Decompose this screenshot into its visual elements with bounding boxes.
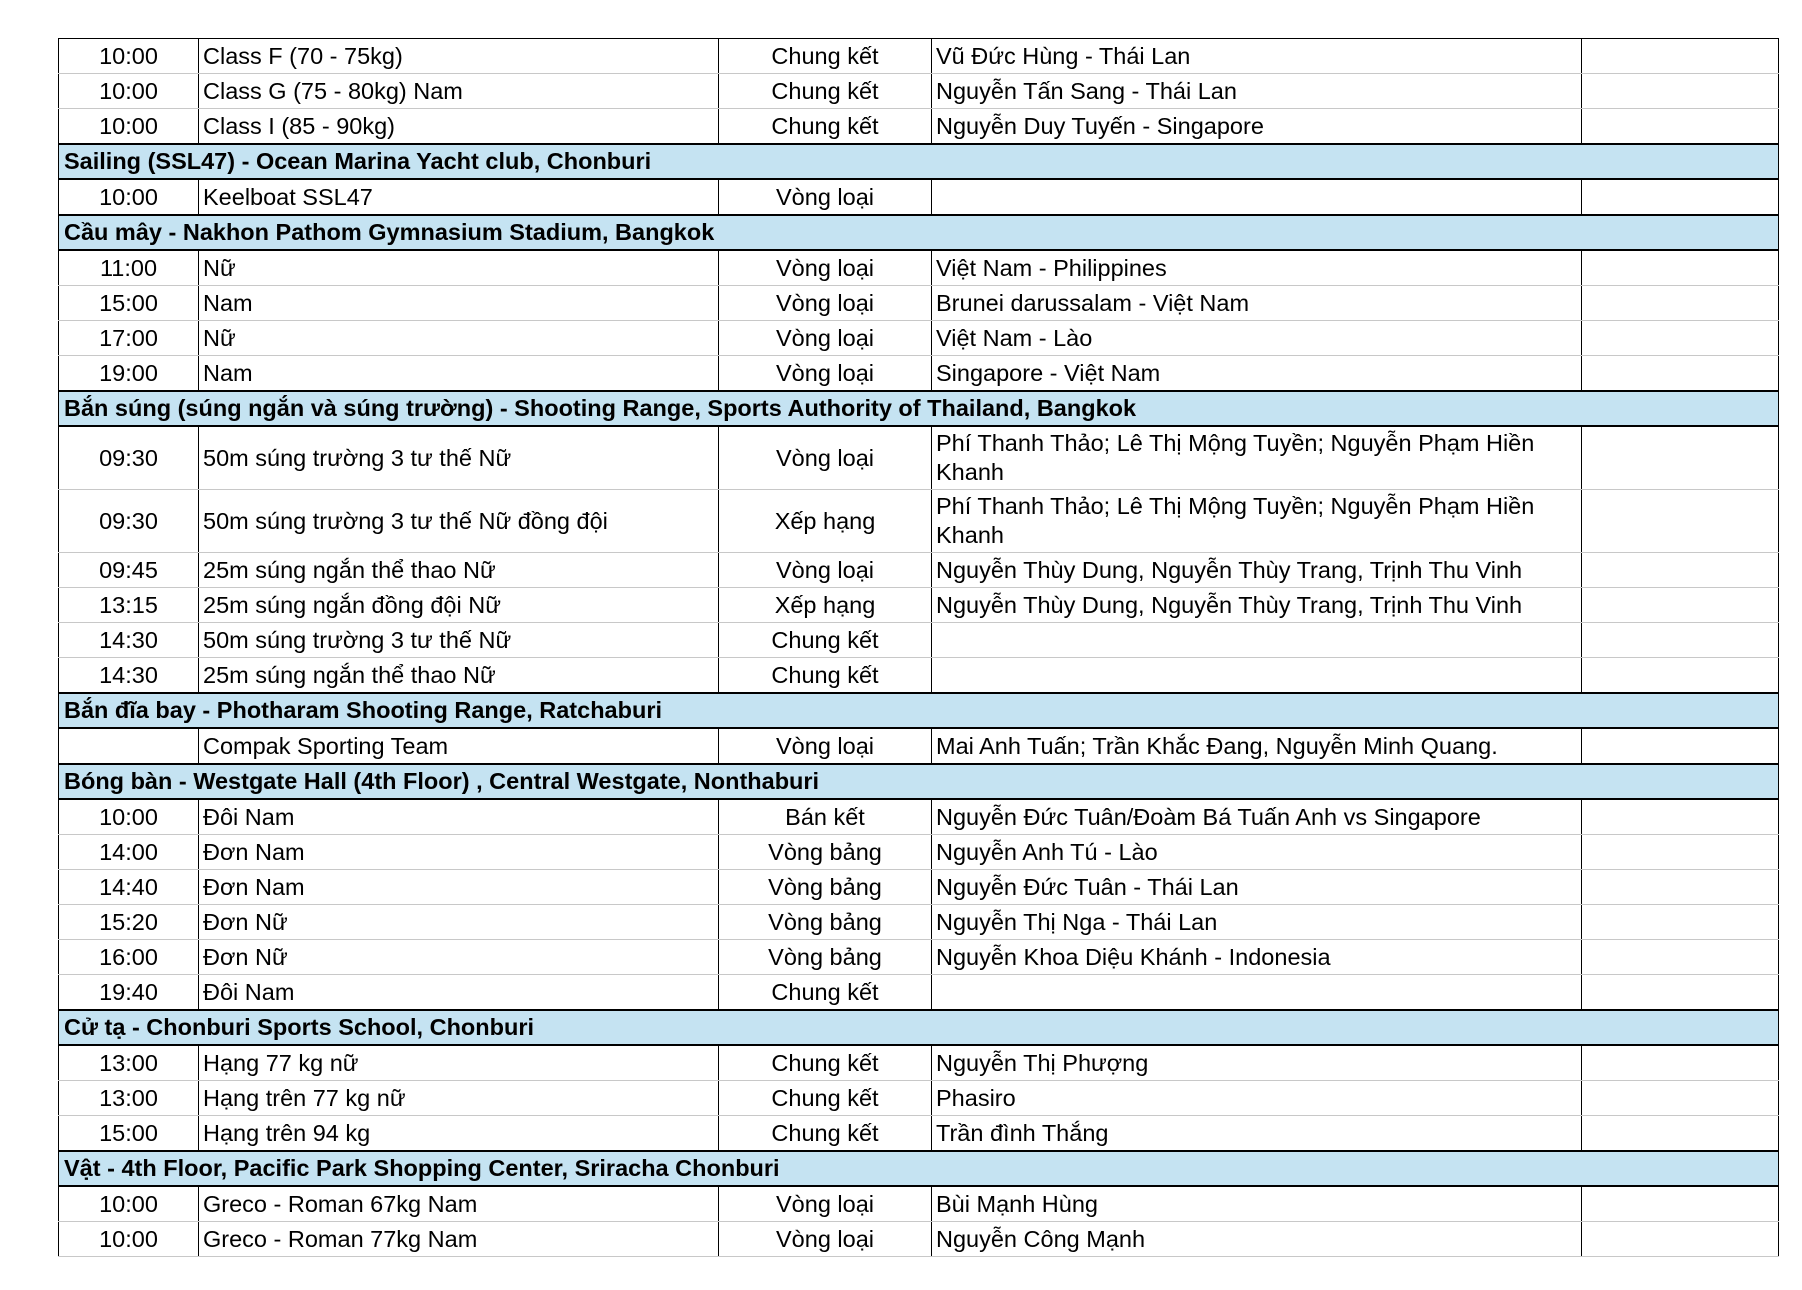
section-header-row: [59, 693, 1779, 728]
round-cell: Vòng loại: [719, 179, 932, 215]
section-title: Sailing (SSL47) - Ocean Marina Yacht club, Chonburi: [59, 144, 1779, 179]
empty-cell: [1582, 356, 1779, 392]
time-cell: 15:00: [59, 1116, 199, 1152]
table-row: [59, 321, 1779, 356]
event-cell: Đôi Nam: [199, 799, 719, 835]
event-cell: Nữ: [199, 321, 719, 356]
schedule-table: [58, 38, 1779, 1257]
empty-cell: [1582, 835, 1779, 870]
round-cell: Vòng loại: [719, 321, 932, 356]
event-cell: 50m súng trường 3 tư thế Nữ đồng đội: [199, 490, 719, 553]
section-title: Bắn đĩa bay - Photharam Shooting Range, Ratchaburi: [59, 693, 1779, 728]
time-cell: 14:30: [59, 623, 199, 658]
table-row: [59, 109, 1779, 145]
round-cell: Vòng loại: [719, 426, 932, 490]
empty-cell: [1582, 39, 1779, 74]
empty-cell: [1582, 109, 1779, 145]
team-cell: Brunei darussalam - Việt Nam: [932, 286, 1582, 321]
empty-cell: [1582, 321, 1779, 356]
empty-cell: [1582, 870, 1779, 905]
team-cell: Phí Thanh Thảo; Lê Thị Mộng Tuyền; Nguyễn Phạm Hiền Khanh: [932, 490, 1582, 553]
team-cell: Việt Nam - Lào: [932, 321, 1582, 356]
team-cell: Phasiro: [932, 1081, 1582, 1116]
empty-cell: [1582, 588, 1779, 623]
time-cell: 19:40: [59, 975, 199, 1011]
time-cell: 19:00: [59, 356, 199, 392]
round-cell: Vòng loại: [719, 553, 932, 588]
round-cell: Vòng bảng: [719, 870, 932, 905]
table-row: [59, 835, 1779, 870]
table-row: [59, 1116, 1779, 1152]
time-cell: 15:20: [59, 905, 199, 940]
event-cell: Đơn Nam: [199, 870, 719, 905]
section-header-row: [59, 144, 1779, 179]
table-row: [59, 940, 1779, 975]
team-cell: [932, 658, 1582, 694]
table-row: [59, 728, 1779, 764]
section-header-row: [59, 215, 1779, 250]
team-cell: Nguyễn Thị Phượng: [932, 1045, 1582, 1081]
empty-cell: [1582, 1222, 1779, 1257]
empty-cell: [1582, 623, 1779, 658]
event-cell: Đơn Nữ: [199, 905, 719, 940]
team-cell: Singapore - Việt Nam: [932, 356, 1582, 392]
team-cell: Vũ Đức Hùng - Thái Lan: [932, 39, 1582, 74]
time-cell: 10:00: [59, 1222, 199, 1257]
round-cell: Chung kết: [719, 658, 932, 694]
time-cell: 11:00: [59, 250, 199, 286]
team-cell: Nguyễn Thị Nga - Thái Lan: [932, 905, 1582, 940]
time-cell: 14:40: [59, 870, 199, 905]
empty-cell: [1582, 799, 1779, 835]
team-cell: Việt Nam - Philippines: [932, 250, 1582, 286]
section-title: Cử tạ - Chonburi Sports School, Chonburi: [59, 1010, 1779, 1045]
table-row: [59, 1081, 1779, 1116]
time-cell: 09:30: [59, 490, 199, 553]
team-cell: [932, 179, 1582, 215]
event-cell: Class G (75 - 80kg) Nam: [199, 74, 719, 109]
empty-cell: [1582, 728, 1779, 764]
event-cell: Greco - Roman 67kg Nam: [199, 1186, 719, 1222]
event-cell: Đơn Nữ: [199, 940, 719, 975]
time-cell: 16:00: [59, 940, 199, 975]
event-cell: Class F (70 - 75kg): [199, 39, 719, 74]
round-cell: Vòng loại: [719, 286, 932, 321]
event-cell: Hạng trên 94 kg: [199, 1116, 719, 1152]
table-row: [59, 975, 1779, 1011]
empty-cell: [1582, 1116, 1779, 1152]
round-cell: Chung kết: [719, 109, 932, 145]
team-cell: Nguyễn Công Mạnh: [932, 1222, 1582, 1257]
time-cell: 10:00: [59, 1186, 199, 1222]
empty-cell: [1582, 975, 1779, 1011]
table-row: [59, 905, 1779, 940]
time-cell: 09:30: [59, 426, 199, 490]
event-cell: Greco - Roman 77kg Nam: [199, 1222, 719, 1257]
team-cell: Bùi Mạnh Hùng: [932, 1186, 1582, 1222]
round-cell: Vòng bảng: [719, 905, 932, 940]
time-cell: 10:00: [59, 74, 199, 109]
time-cell: 13:00: [59, 1081, 199, 1116]
event-cell: 25m súng ngắn thể thao Nữ: [199, 658, 719, 694]
round-cell: Vòng bảng: [719, 835, 932, 870]
time-cell: [59, 728, 199, 764]
time-cell: 14:30: [59, 658, 199, 694]
team-cell: Nguyễn Đức Tuân/Đoàm Bá Tuấn Anh vs Singapore: [932, 799, 1582, 835]
empty-cell: [1582, 426, 1779, 490]
time-cell: 13:00: [59, 1045, 199, 1081]
time-cell: 14:00: [59, 835, 199, 870]
table-row: [59, 490, 1779, 553]
round-cell: Chung kết: [719, 623, 932, 658]
round-cell: Vòng loại: [719, 728, 932, 764]
round-cell: Chung kết: [719, 975, 932, 1011]
round-cell: Chung kết: [719, 1081, 932, 1116]
table-row: [59, 1222, 1779, 1257]
time-cell: 13:15: [59, 588, 199, 623]
schedule-body: [59, 39, 1779, 1257]
team-cell: Phí Thanh Thảo; Lê Thị Mộng Tuyền; Nguyễn Phạm Hiền Khanh: [932, 426, 1582, 490]
empty-cell: [1582, 658, 1779, 694]
empty-cell: [1582, 1081, 1779, 1116]
table-row: [59, 426, 1779, 490]
table-row: [59, 588, 1779, 623]
section-title: Cầu mây - Nakhon Pathom Gymnasium Stadium, Bangkok: [59, 215, 1779, 250]
event-cell: Nam: [199, 356, 719, 392]
event-cell: 50m súng trường 3 tư thế Nữ: [199, 623, 719, 658]
section-title: Bắn súng (súng ngắn và súng trường) - Shooting Range, Sports Authority of Thailand, Bangkok: [59, 391, 1779, 426]
section-title: Bóng bàn - Westgate Hall (4th Floor) , Central Westgate, Nonthaburi: [59, 764, 1779, 799]
time-cell: 10:00: [59, 39, 199, 74]
event-cell: 50m súng trường 3 tư thế Nữ: [199, 426, 719, 490]
round-cell: Xếp hạng: [719, 588, 932, 623]
empty-cell: [1582, 179, 1779, 215]
round-cell: Vòng loại: [719, 250, 932, 286]
round-cell: Chung kết: [719, 1116, 932, 1152]
round-cell: Vòng loại: [719, 356, 932, 392]
team-cell: Nguyễn Khoa Diệu Khánh - Indonesia: [932, 940, 1582, 975]
empty-cell: [1582, 1045, 1779, 1081]
section-title: Vật - 4th Floor, Pacific Park Shopping Center, Sriracha Chonburi: [59, 1151, 1779, 1186]
time-cell: 15:00: [59, 286, 199, 321]
time-cell: 17:00: [59, 321, 199, 356]
team-cell: Nguyễn Thùy Dung, Nguyễn Thùy Trang, Trịnh Thu Vinh: [932, 588, 1582, 623]
empty-cell: [1582, 286, 1779, 321]
event-cell: Đôi Nam: [199, 975, 719, 1011]
empty-cell: [1582, 1186, 1779, 1222]
event-cell: Đơn Nam: [199, 835, 719, 870]
empty-cell: [1582, 490, 1779, 553]
table-row: [59, 623, 1779, 658]
empty-cell: [1582, 905, 1779, 940]
section-header-row: [59, 1151, 1779, 1186]
empty-cell: [1582, 250, 1779, 286]
section-header-row: [59, 391, 1779, 426]
event-cell: Keelboat SSL47: [199, 179, 719, 215]
empty-cell: [1582, 553, 1779, 588]
section-header-row: [59, 764, 1779, 799]
team-cell: Mai Anh Tuấn; Trần Khắc Đang, Nguyễn Minh Quang.: [932, 728, 1582, 764]
table-row: [59, 179, 1779, 215]
table-row: [59, 74, 1779, 109]
table-row: [59, 553, 1779, 588]
event-cell: Compak Sporting Team: [199, 728, 719, 764]
table-row: [59, 39, 1779, 74]
team-cell: Nguyễn Tấn Sang - Thái Lan: [932, 74, 1582, 109]
team-cell: [932, 975, 1582, 1011]
event-cell: Nam: [199, 286, 719, 321]
empty-cell: [1582, 940, 1779, 975]
time-cell: 10:00: [59, 179, 199, 215]
table-row: [59, 1045, 1779, 1081]
table-row: [59, 286, 1779, 321]
round-cell: Vòng loại: [719, 1222, 932, 1257]
event-cell: Nữ: [199, 250, 719, 286]
round-cell: Vòng loại: [719, 1186, 932, 1222]
round-cell: Vòng bảng: [719, 940, 932, 975]
time-cell: 10:00: [59, 109, 199, 145]
empty-cell: [1582, 74, 1779, 109]
round-cell: Xếp hạng: [719, 490, 932, 553]
event-cell: Hạng 77 kg nữ: [199, 1045, 719, 1081]
section-header-row: [59, 1010, 1779, 1045]
event-cell: Hạng trên 77 kg nữ: [199, 1081, 719, 1116]
round-cell: Chung kết: [719, 74, 932, 109]
team-cell: Nguyễn Đức Tuân - Thái Lan: [932, 870, 1582, 905]
team-cell: Nguyễn Anh Tú - Lào: [932, 835, 1582, 870]
team-cell: Trần đình Thắng: [932, 1116, 1582, 1152]
team-cell: [932, 623, 1582, 658]
table-row: [59, 250, 1779, 286]
table-row: [59, 1186, 1779, 1222]
event-cell: 25m súng ngắn thể thao Nữ: [199, 553, 719, 588]
event-cell: 25m súng ngắn đồng đội Nữ: [199, 588, 719, 623]
round-cell: Chung kết: [719, 1045, 932, 1081]
table-row: [59, 356, 1779, 392]
time-cell: 09:45: [59, 553, 199, 588]
table-row: [59, 870, 1779, 905]
team-cell: Nguyễn Duy Tuyến - Singapore: [932, 109, 1582, 145]
table-row: [59, 799, 1779, 835]
team-cell: Nguyễn Thùy Dung, Nguyễn Thùy Trang, Trịnh Thu Vinh: [932, 553, 1582, 588]
round-cell: Bán kết: [719, 799, 932, 835]
table-row: [59, 658, 1779, 694]
event-cell: Class I (85 - 90kg): [199, 109, 719, 145]
time-cell: 10:00: [59, 799, 199, 835]
round-cell: Chung kết: [719, 39, 932, 74]
